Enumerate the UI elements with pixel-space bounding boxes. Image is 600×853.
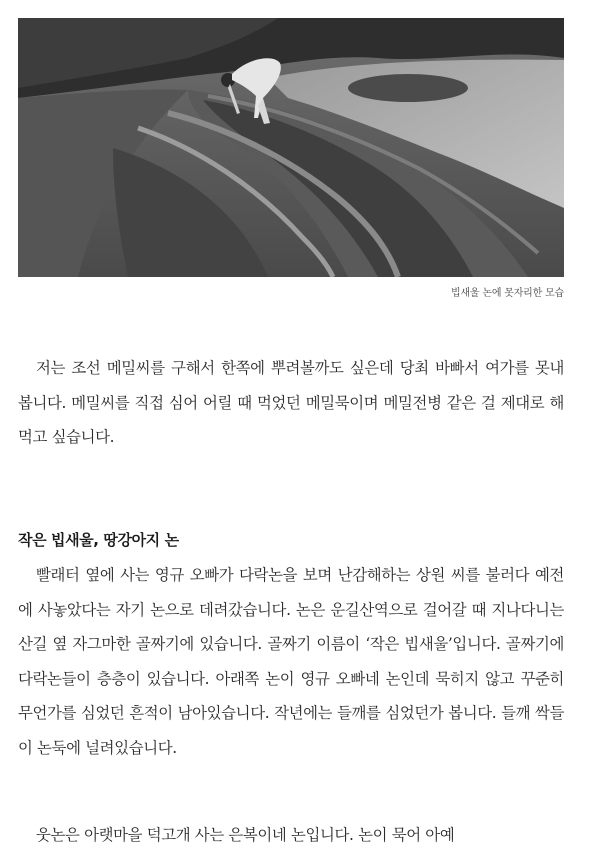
paragraph-upper-paddy: 웃논은 아랫마을 덕고개 사는 은복이네 논입니다. 논이 묵어 아예 xyxy=(36,826,455,844)
paddy-photo-illustration xyxy=(18,18,564,277)
section-heading: 작은 빕새울, 땅강아지 논 xyxy=(18,531,179,549)
paragraph-paddy: 빨래터 옆에 사는 영규 오빠가 다락논을 보며 난감해하는 상원 씨를 불러다 예전에 사놓았다는 자기 논으로 데려갔습니다. 논은 운길산역으로 걸어갈 때 지나다니는 산길 옆 자그마한 골짜기에 있습니다. 골짜기 이름이 ‘작은 빕새울’입니다. 골짜기에 다락논들이 층층이 있습니다. 아래쪽 논이 영규 오빠네 논인데 묵히지 않고 꾸준히 무언가를 심었던 흔적이 남아있습니다. 작년에는 들깨를 심었던가 봅니다. 들깨 싹들이 논둑에 널려있습니다. xyxy=(18,566,564,757)
paddy-photo xyxy=(18,18,564,277)
photo-caption: 빕새울 논에 못자리한 모습 xyxy=(451,288,564,299)
paragraph-buckwheat: 저는 조선 메밀씨를 구해서 한쪽에 뿌려볼까도 싶은데 당최 바빠서 여가를 못내 봅니다. 메밀씨를 직접 심어 어릴 때 먹었던 메밀묵이며 메밀전병 같은 걸 제대로 해 먹고 싶습니다. xyxy=(18,359,564,446)
